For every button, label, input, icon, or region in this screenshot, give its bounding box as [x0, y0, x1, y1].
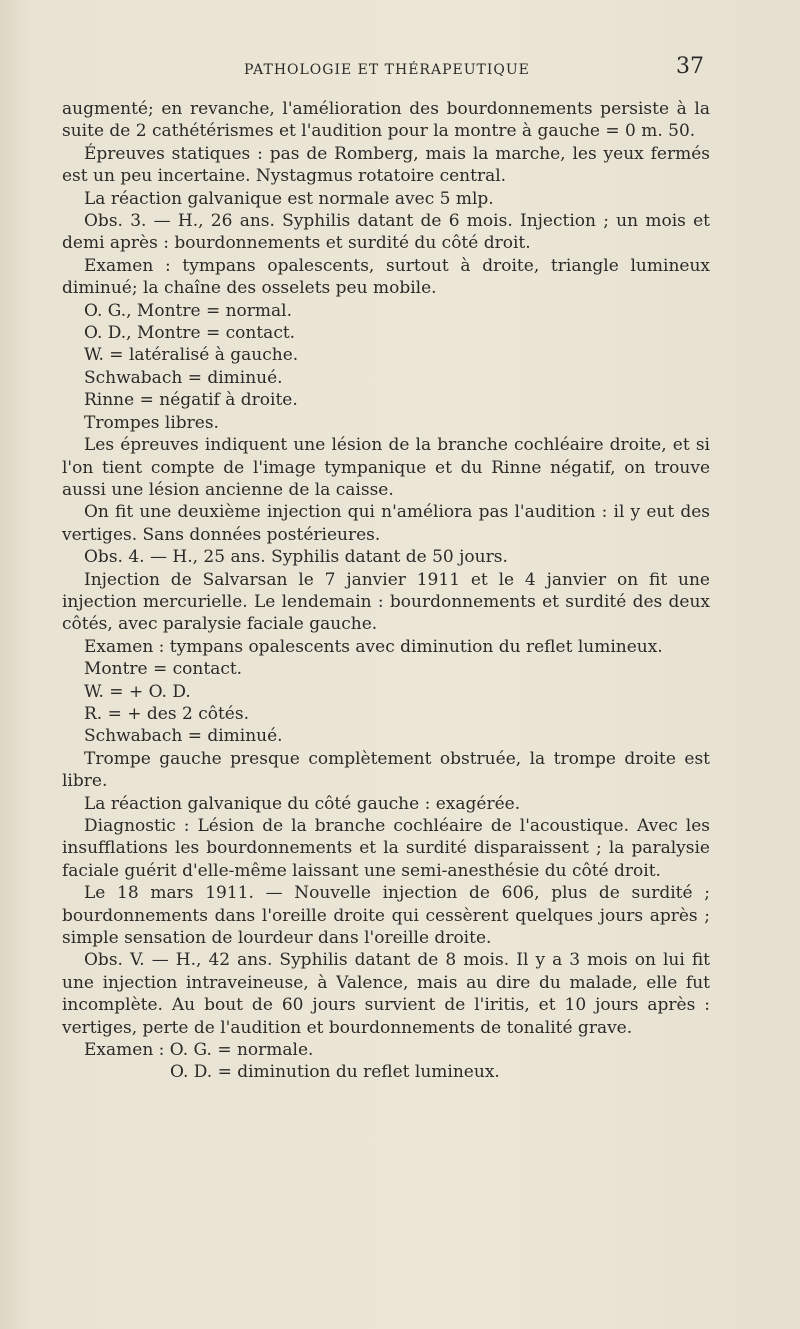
paragraph: Diagnostic : Lésion de la branche cochléaire de l'acoustique. Avec les insufflations les bourdonnements et la surdité disparaissent ; la paralysie faciale guérit d'elle-même laissant une semi-anesthésie du côté droit. — [62, 816, 710, 881]
paragraph: Obs. 4. — H., 25 ans. Syphilis datant de 50 jours. — [84, 547, 508, 568]
page-number: 37 — [676, 54, 704, 79]
paragraph: Obs. V. — H., 42 ans. Syphilis datant de 8 mois. Il y a 3 mois on lui fit une injection intraveineuse, à Valence, mais au dire du malade, elle fut incomplète. Au bout de 60 jours survient de l'iritis, et 10 jours après : vertiges, perte de l'audition et bourdonnements de tonalité grave. — [62, 950, 710, 1038]
exam-item: W. = latéralisé à gauche. — [84, 345, 299, 366]
paragraph: Trompe gauche presque complètement obstruée, la trompe droite est libre. — [62, 748, 710, 792]
paragraph: Les épreuves indiquent une lésion de la branche cochléaire droite, et si l'on tient compte de l'image tympanique et du Rinne négatif, on trouve aussi une lésion ancienne de la caisse. — [62, 435, 710, 500]
exam-item: Rinne = négatif à droite. — [84, 390, 298, 411]
exam-item: R. = + des 2 côtés. — [84, 703, 249, 724]
exam-item: Examen : O. G. = normale. — [84, 1040, 314, 1061]
exam-item: O. D. = diminution du reflet lumineux. — [170, 1062, 500, 1083]
exam-item: Schwabach = diminué. — [84, 726, 283, 747]
paragraph: Épreuves statiques : pas de Romberg, mais la marche, les yeux fermés est un peu incertaine. Nystagmus rotatoire central. — [62, 143, 710, 187]
paragraph: Examen : tympans opalescents avec diminution du reflet lumineux. — [84, 636, 663, 657]
exam-item: O. G., Montre = normal. — [84, 300, 293, 321]
paragraph: Obs. 3. — H., 26 ans. Syphilis datant de 6 mois. Injection ; un mois et demi après : bourdonnements et surdité du côté droit. — [62, 211, 710, 254]
exam-item: Montre = contact. — [84, 659, 243, 680]
exam-item: Schwabach = diminué. — [84, 367, 283, 388]
paragraph: augmenté; en revanche, l'amélioration des bourdonnements persiste à la suite de 2 cathétérismes et l'audition pour la montre à gauche = 0 m. 50. — [62, 99, 710, 142]
paragraph: La réaction galvanique du côté gauche : exagérée. — [84, 793, 521, 814]
exam-item: Trompes libres. — [84, 412, 219, 433]
paragraph: Examen : tympans opalescents, surtout à droite, triangle lumineux diminué; la chaîne des osselets peu mobile. — [62, 255, 710, 299]
body-text — [62, 98, 710, 1084]
exam-item: O. D., Montre = contact. — [84, 323, 296, 344]
paragraph: On fit une deuxième injection qui n'améliora pas l'audition : il y eut des vertiges. Sans données postérieures. — [62, 502, 710, 545]
paragraph: Injection de Salvarsan le 7 janvier 1911 et le 4 janvier on fit une injection mercurielle. Le lendemain : bourdonnements et surdité des deux côtés, avec paralysie faciale gauche. — [62, 569, 710, 635]
paragraph: Le 18 mars 1911. — Nouvelle injection de 606, plus de surdité ; bourdonnements dans l'oreille droite qui cessèrent quelques jours après ; simple sensation de lourdeur dans l'oreille droite. — [62, 883, 710, 949]
paragraph: La réaction galvanique est normale avec 5 mlp. — [84, 188, 494, 209]
exam-item: W. = + O. D. — [84, 681, 191, 702]
running-title: PATHOLOGIE ET THÉRAPEUTIQUE — [244, 62, 530, 78]
